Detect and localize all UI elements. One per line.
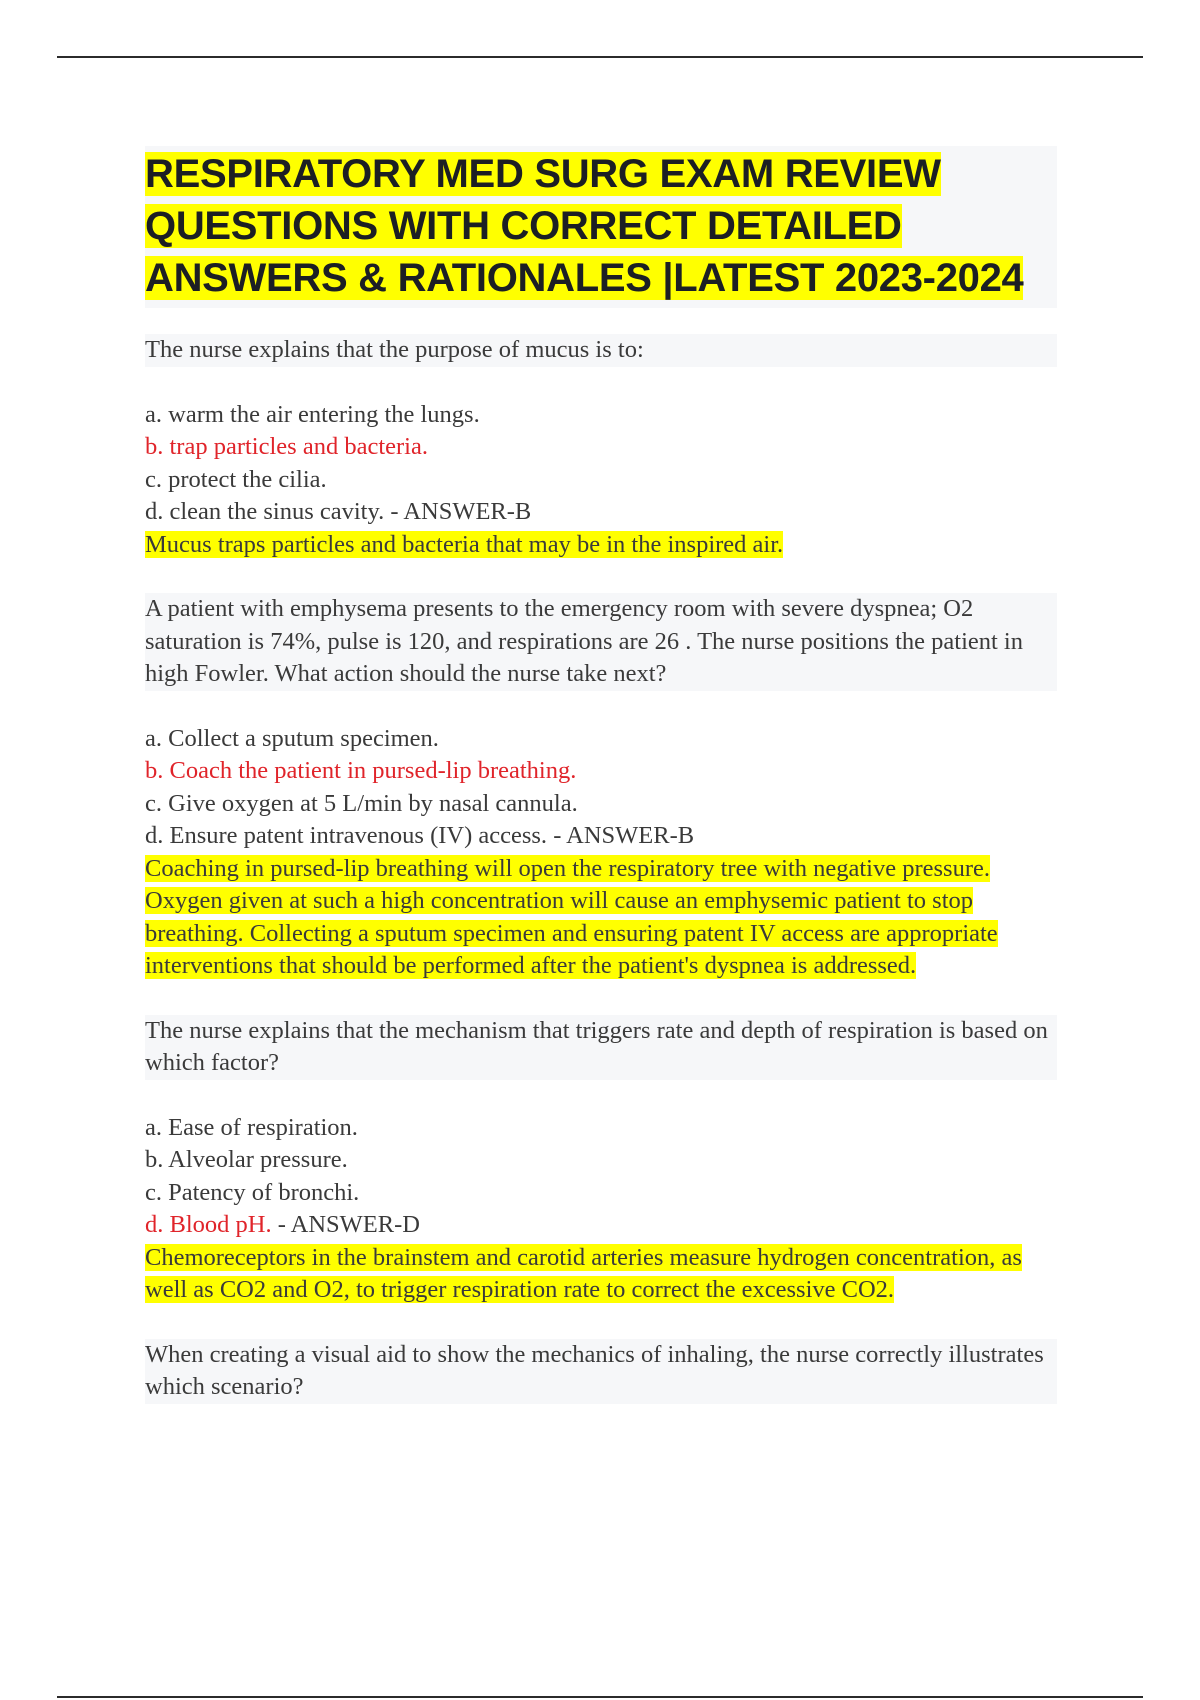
question-3-answer-key: - ANSWER-D	[271, 1211, 420, 1238]
question-2-answer-key: - ANSWER-B	[547, 822, 695, 849]
question-4	[145, 1339, 1057, 1404]
question-2-option-b-correct: b. Coach the patient in pursed-lip breathing.	[145, 757, 577, 784]
question-1-stem: The nurse explains that the purpose of mucus is to:	[145, 334, 1057, 367]
question-1-option-c: c. protect the cilia.	[145, 465, 327, 493]
question-3-option-a: a. Ease of respiration.	[145, 1113, 358, 1141]
document-body	[145, 146, 1057, 1436]
question-3-option-d-correct: d. Blood pH. - ANSWER-D	[145, 1211, 420, 1238]
document-title-text: RESPIRATORY MED SURG EXAM REVIEW QUESTIONS WITH CORRECT DETAILED ANSWERS & RATIONALES |LATEST 2023-2024	[145, 152, 1024, 300]
document-title	[145, 146, 1057, 308]
top-rule	[57, 56, 1143, 58]
question-2	[145, 593, 1057, 983]
question-1-option-b-correct: b. trap particles and bacteria.	[145, 433, 428, 460]
question-1-option-a: a. warm the air entering the lungs.	[145, 400, 480, 428]
question-1-rationale: Mucus traps particles and bacteria that may be in the inspired air.	[145, 530, 784, 558]
question-3-rationale: Chemoreceptors in the brainstem and carotid arteries measure hydrogen concentration, as well as CO2 and O2, to trigger respiration rate to correct the excessive CO2.	[145, 1243, 1022, 1303]
question-2-option-c: c. Give oxygen at 5 L/min by nasal cannula.	[145, 789, 578, 817]
question-2-option-a: a. Collect a sputum specimen.	[145, 724, 439, 752]
question-2-rationale: Coaching in pursed-lip breathing will open the respiratory tree with negative pressure. Oxygen given at such a high concentration will cause an emphysemic patient to stop breathing. Collecting a sputum specimen and ensuring patent IV access are appropriate interventions that should be performed after the patient's dyspnea is addressed.	[145, 854, 998, 979]
question-3-stem: The nurse explains that the mechanism that triggers rate and depth of respiration is based on which factor?	[145, 1015, 1057, 1080]
question-2-option-d: d. Ensure patent intravenous (IV) access. - ANSWER-B	[145, 822, 695, 849]
bottom-rule	[57, 1696, 1143, 1698]
question-1	[145, 334, 1057, 561]
question-3	[145, 1015, 1057, 1307]
question-1-option-d: d. clean the sinus cavity. - ANSWER-B	[145, 498, 532, 525]
question-2-stem: A patient with emphysema presents to the emergency room with severe dyspnea; O2 saturation is 74%, pulse is 120, and respirations are 26 . The nurse positions the patient in high Fowler. What action should the nurse take next?	[145, 593, 1057, 691]
question-1-answer-key: - ANSWER-B	[384, 498, 532, 525]
question-4-stem: When creating a visual aid to show the mechanics of inhaling, the nurse correctly illustrates which scenario?	[145, 1339, 1057, 1404]
question-3-option-b: b. Alveolar pressure.	[145, 1146, 348, 1173]
question-3-option-c: c. Patency of bronchi.	[145, 1178, 360, 1206]
